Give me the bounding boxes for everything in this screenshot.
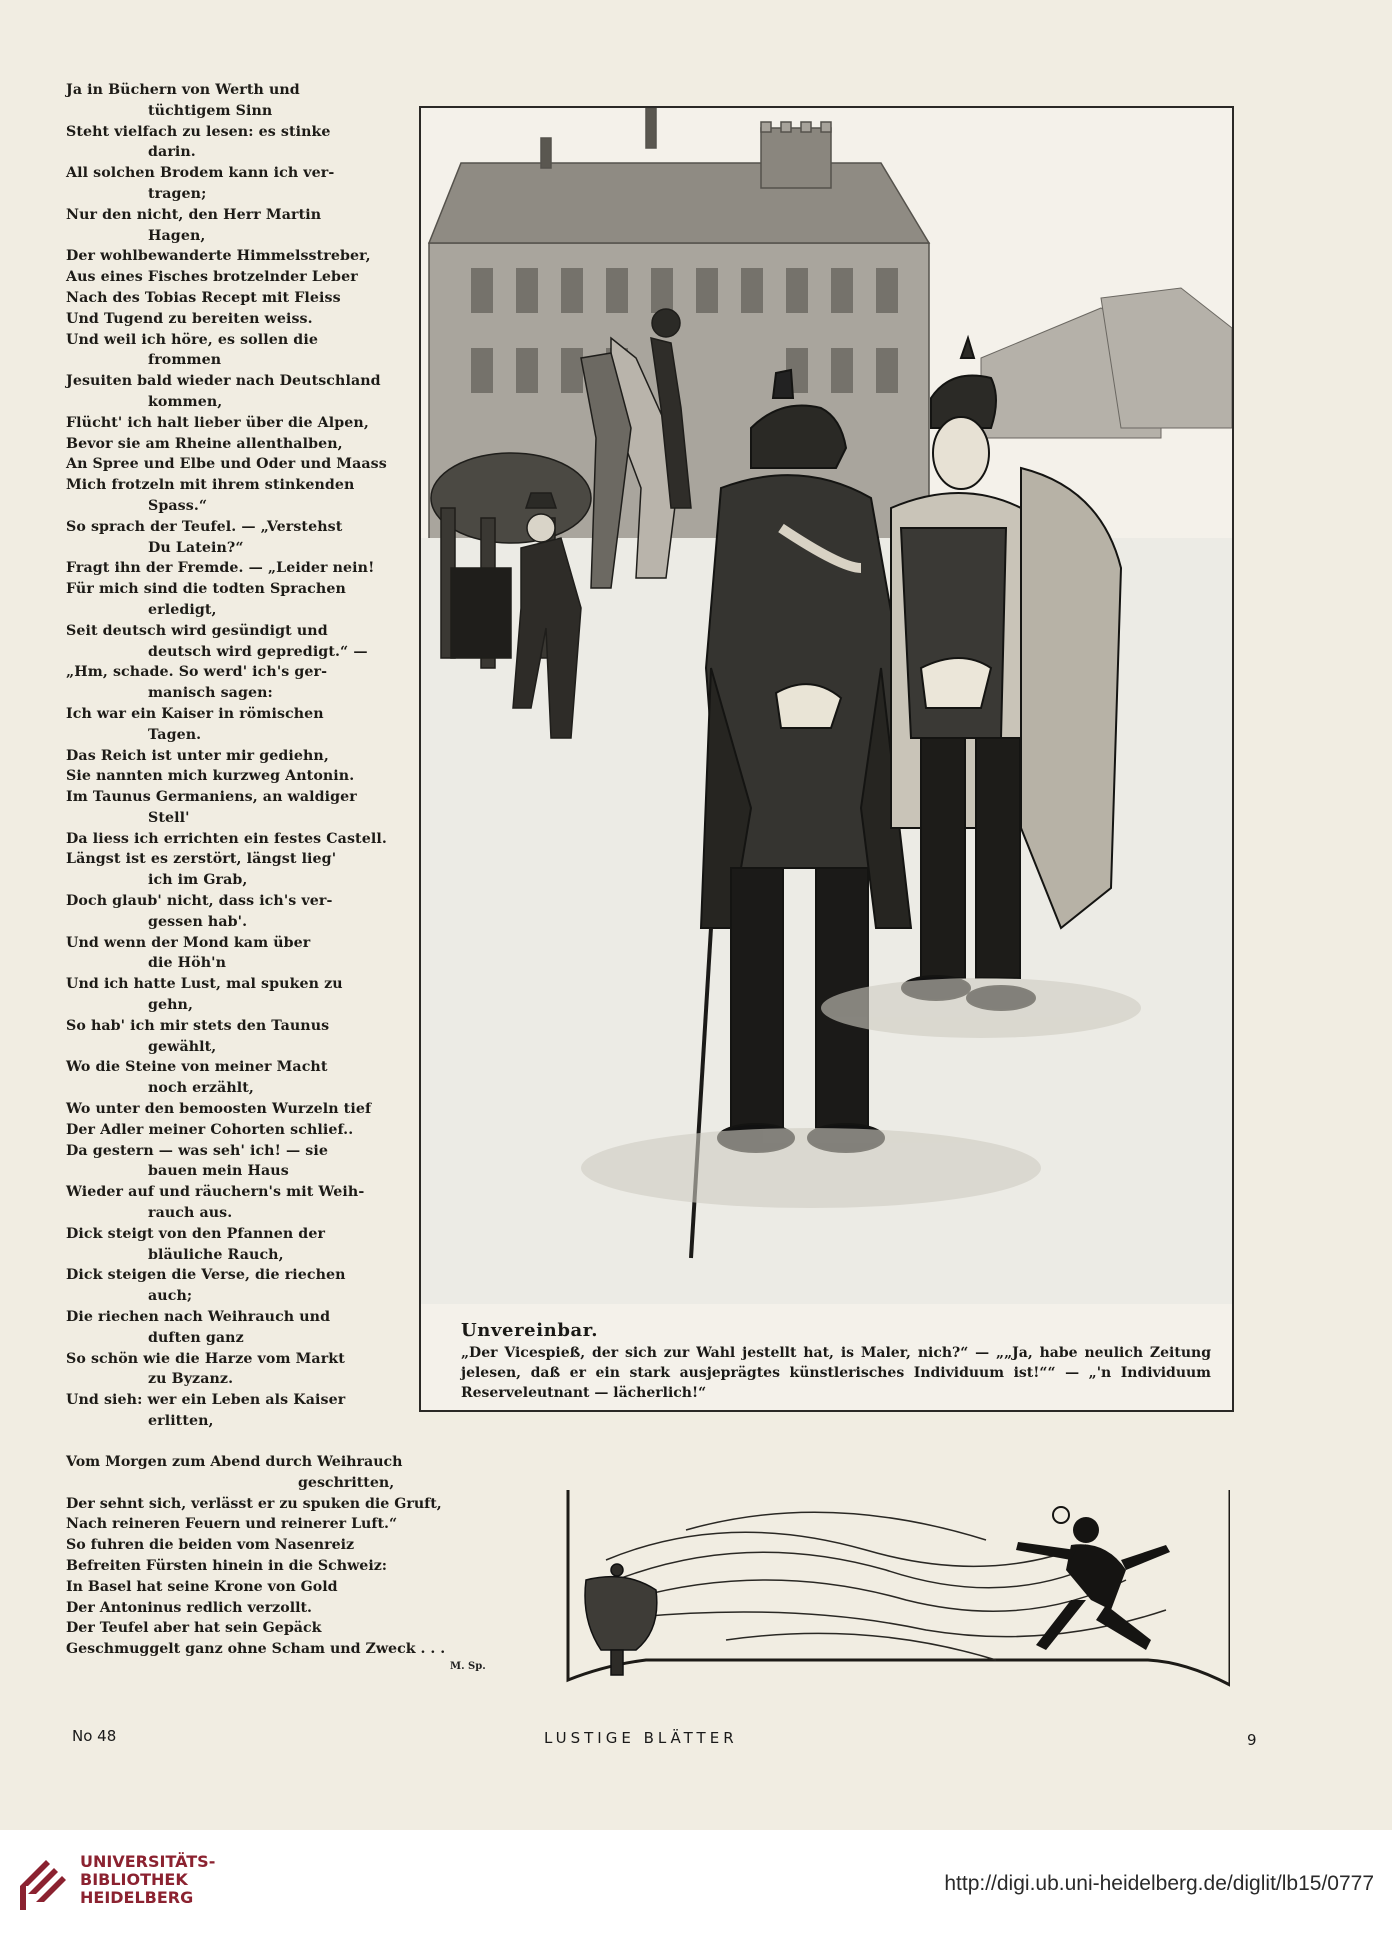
poem-line: geschritten, — [298, 1474, 395, 1491]
poem-line: Und weil ich höre, es sollen die — [66, 331, 318, 348]
poem-line: Aus eines Fisches brotzelnder Leber — [66, 269, 358, 286]
poem-line: Doch glaub' nicht, dass ich's ver- — [66, 893, 333, 910]
poem-line: gessen hab'. — [148, 913, 248, 930]
poem-line: gewählt, — [148, 1038, 217, 1055]
poem-line: manisch sagen: — [148, 685, 273, 702]
poem-line: So schön wie die Harze vom Markt — [66, 1350, 345, 1367]
poem-line: Ja in Büchern von Werth und — [66, 82, 300, 98]
poem-line: rauch aus. — [148, 1205, 233, 1222]
poem-line: tragen; — [148, 185, 207, 202]
poem-line: Und ich hatte Lust, mal spuken zu — [66, 976, 343, 993]
poem-line: Ich war ein Kaiser in römischen — [66, 705, 324, 722]
poem-line: Der Teufel aber hat sein Gepäck — [66, 1620, 322, 1637]
cartoon-illustration — [421, 108, 1232, 1304]
poem-line: Dick steigt von den Pfannen der — [66, 1225, 326, 1242]
poem-line: Seit deutsch wird gesündigt und — [66, 622, 328, 639]
poem-line: erlitten, — [148, 1413, 214, 1429]
poem-line: Geschmuggelt ganz ohne Scham und Zweck . . . — [66, 1641, 446, 1658]
poem-line: Und Tugend zu bereiten weiss. — [66, 310, 313, 327]
devil-vignette — [566, 1490, 1230, 1695]
poem-line: Sie nannten mich kurzweg Antonin. — [66, 768, 355, 785]
poem-line: duften ganz — [148, 1329, 244, 1346]
poem-line: Fragt ihn der Fremde. — „Leider nein! — [66, 560, 375, 577]
poem-line: „Hm, schade. So werd' ich's ger- — [66, 664, 328, 681]
poem-line: zu Byzanz. — [148, 1371, 234, 1388]
poem-line: Und sieh: wer ein Leben als Kaiser — [66, 1392, 346, 1409]
poem-line: An Spree und Elbe und Oder und Maass — [66, 456, 387, 473]
poem-line: All solchen Brodem kann ich ver- — [66, 165, 335, 182]
poem-line: Wo unter den bemoosten Wurzeln tief — [66, 1101, 372, 1118]
poem-line: Im Taunus Germaniens, an waldiger — [66, 789, 357, 806]
library-name: UNIVERSITÄTS- BIBLIOTHEK HEIDELBERG — [80, 1852, 216, 1907]
poem-line: Da liess ich errichten ein festes Castell. — [66, 830, 387, 847]
poem-line: frommen — [148, 352, 222, 369]
page-url[interactable]: http://digi.ub.uni-heidelberg.de/diglit/lb15/0777 — [944, 1872, 1374, 1895]
poem-line: Du Latein?“ — [148, 539, 244, 556]
poem-line: kommen, — [148, 393, 223, 410]
poem-line: bläuliche Rauch, — [148, 1246, 284, 1263]
caption-title: Unvereinbar. — [461, 1320, 599, 1341]
poem-line: Die riechen nach Weihrauch und — [66, 1309, 331, 1326]
caption-dialogue: „Der Vicespieß, der sich zur Wahl jestellt hat, is Maler, nich?“ — „„Ja, habe neulich Zeitung jelesen, daß er ein stark ausjeprägtes künstlerisches Individuum ist!““ — „'n Individuum Reserveleutnant — lächerlich!“ — [461, 1345, 1211, 1401]
poem-line: Der Adler meiner Cohorten schlief.. — [66, 1121, 354, 1138]
poem-line: Flücht' ich halt lieber über die Alpen, — [66, 414, 369, 431]
poem-line: Nur den nicht, den Herr Martin — [66, 206, 322, 223]
poem-line: tüchtigem Sinn — [148, 102, 273, 119]
university-library-logo-icon — [16, 1850, 72, 1914]
poem-line: Nach reineren Feuern und reinerer Luft.“ — [66, 1516, 398, 1533]
poem-line: Spass.“ — [148, 497, 208, 514]
author-signature: M. Sp. — [450, 1661, 486, 1672]
poem-line: deutsch wird gepredigt.“ — — [148, 643, 368, 660]
poem-line: Der Antoninus redlich verzollt. — [66, 1599, 312, 1616]
poem-column — [66, 80, 402, 1432]
poem-line: Nach des Tobias Recept mit Fleiss — [66, 289, 341, 306]
poem-line: Stell' — [148, 809, 190, 826]
poem-line: Der wohlbewanderte Himmelsstreber, — [66, 248, 371, 265]
poem-line: So fuhren die beiden vom Nasenreiz — [66, 1537, 355, 1554]
poem-line: darin. — [148, 144, 196, 161]
poem-line: die Höh'n — [148, 955, 227, 972]
poem-line: auch; — [148, 1288, 193, 1305]
poem-line: Für mich sind die todten Sprachen — [66, 581, 346, 598]
poem-line: Vom Morgen zum Abend durch Weihrauch — [66, 1454, 403, 1470]
poem-line: Da gestern — was seh' ich! — sie — [66, 1142, 328, 1159]
poem-line: Dick steigen die Verse, die riechen — [66, 1267, 346, 1284]
cartoon-frame — [419, 106, 1234, 1412]
issue-number: No 48 — [72, 1727, 117, 1745]
poem-line: Das Reich ist unter mir gediehn, — [66, 747, 329, 764]
poem-line: bauen mein Haus — [148, 1163, 289, 1180]
poem-line: erledigt, — [148, 601, 217, 618]
cartoon-caption — [461, 1320, 1211, 1403]
poem-line: Befreiten Fürsten hinein in die Schweiz: — [66, 1557, 388, 1574]
poem-line: Hagen, — [148, 227, 206, 244]
poem-line: ich im Grab, — [148, 872, 248, 889]
poem-line: In Basel hat seine Krone von Gold — [66, 1578, 338, 1595]
poem-line: Wieder auf und räuchern's mit Weih- — [66, 1184, 365, 1201]
poem-line: gehn, — [148, 997, 194, 1014]
poem-line: Bevor sie am Rheine allenthalben, — [66, 435, 343, 452]
poem-continuation — [66, 1452, 536, 1660]
poem-line: noch erzählt, — [148, 1080, 254, 1097]
page-number: 9 — [1247, 1731, 1257, 1749]
poem-line: Jesuiten bald wieder nach Deutschland — [66, 373, 381, 390]
poem-line: So sprach der Teufel. — „Verstehst — [66, 518, 343, 535]
poem-line: Längst ist es zerstört, längst lieg' — [66, 851, 337, 868]
poem-line: Steht vielfach zu lesen: es stinke — [66, 123, 331, 140]
poem-line: Mich frotzeln mit ihrem stinkenden — [66, 477, 355, 494]
poem-line: Tagen. — [148, 726, 202, 743]
magazine-title: LUSTIGE BLÄTTER — [544, 1729, 738, 1747]
poem-line: Und wenn der Mond kam über — [66, 934, 311, 951]
poem-line: Wo die Steine von meiner Macht — [66, 1059, 328, 1076]
poem-line: Der sehnt sich, verlässt er zu spuken die Gruft, — [66, 1495, 442, 1512]
censer-object — [585, 1564, 657, 1675]
poem-line: So hab' ich mir stets den Taunus — [66, 1017, 330, 1034]
